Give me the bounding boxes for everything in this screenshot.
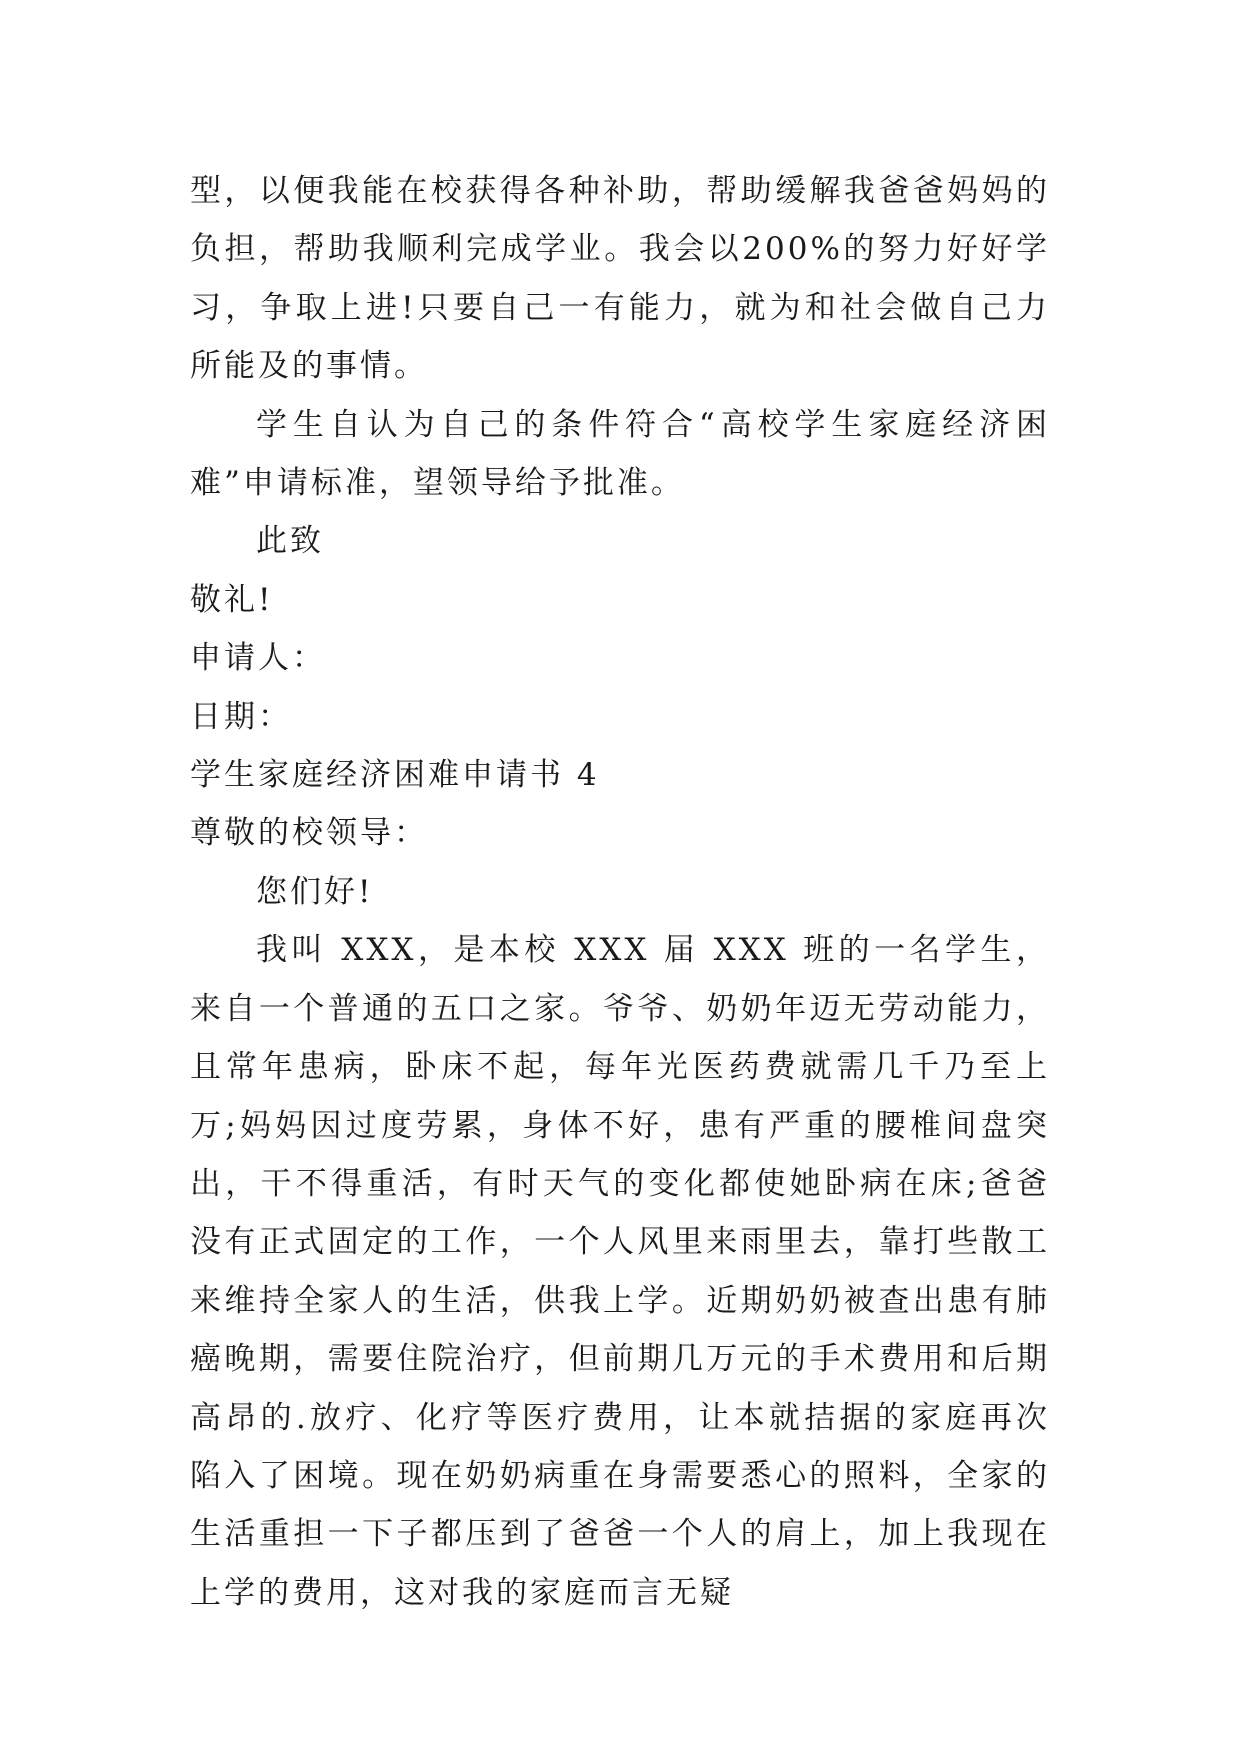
- paragraph-continuation: 型，以便我能在校获得各种补助，帮助缓解我爸爸妈妈的负担，帮助我顺利完成学业。我会以200%的努力好好学习，争取上进!只要自己一有能力，就为和社会做自己力所能及的事情。: [190, 173, 1050, 385]
- document-body: [190, 162, 1050, 1622]
- section-title: 学生家庭经济困难申请书 4: [190, 757, 600, 794]
- closing-regards: 敬礼!: [190, 581, 274, 618]
- paragraph-family-situation: 我叫 XXX，是本校 XXX 届 XXX 班的一名学生，来自一个普通的五口之家。爷爷、奶奶年迈无劳动能力，且常年患病，卧床不起，每年光医药费就需几千乃至上万;妈妈因过度劳累，身体不好，患有严重的腰椎间盘突出，干不得重活，有时天气的变化都使她卧病在床;爸爸没有正式固定的工作，一个人风里来雨里去，靠打些散工来维持全家人的生活，供我上学。近期奶奶被查出患有肺癌晚期，需要住院治疗，但前期几万元的手术费用和后期高昂的.放疗、化疗等医疗费用，让本就拮据的家庭再次陷入了困境。现在奶奶病重在身需要悉心的照料，全家的生活重担一下子都压到了爸爸一个人的肩上，加上我现在上学的费用，这对我的家庭而言无疑: [190, 932, 1050, 1611]
- date-label: 日期：: [190, 698, 292, 735]
- greeting-addressee: 尊敬的校领导：: [190, 815, 428, 852]
- greeting: 您们好!: [256, 873, 374, 910]
- closing-salutation: 此致: [256, 523, 324, 560]
- applicant-label: 申请人：: [190, 640, 326, 677]
- paragraph-request-statement: 学生自认为自己的条件符合“高校学生家庭经济困难”申请标准，望领导给予批准。: [190, 406, 1050, 502]
